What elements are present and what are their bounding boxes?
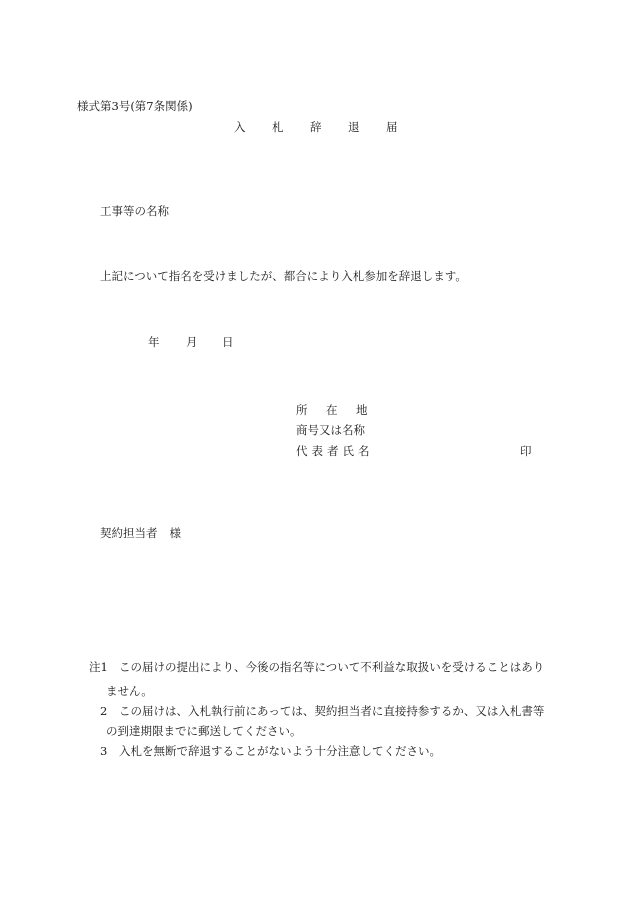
note-number: 注1	[89, 660, 108, 674]
date-year: 年	[148, 335, 160, 349]
note-text: ません。	[106, 684, 153, 698]
address-char: 所	[296, 403, 308, 417]
applicant-address-label	[296, 405, 368, 417]
title-char: 辞	[310, 120, 322, 134]
address-char: 在	[326, 403, 338, 417]
project-name-label: 工事等の名称	[100, 204, 169, 218]
title-char: 退	[348, 120, 360, 134]
title-char: 届	[386, 120, 398, 134]
date-line	[148, 337, 234, 349]
note-text: この届けの提出により、今後の指名等について不利益な取扱いを受けることはあり	[119, 660, 545, 674]
document-title	[234, 122, 398, 134]
note-text: の到達期限までに郵送してください。	[106, 724, 302, 738]
addressee-title: 契約担当者	[100, 526, 158, 540]
note-text: 入札を無断で辞退することがないよう十分注意してください。	[119, 744, 441, 758]
representative-char: 者	[327, 444, 339, 458]
representative-char: 名	[358, 444, 370, 458]
applicant-company-label: 商号又は名称	[296, 423, 365, 437]
addressee	[100, 528, 181, 540]
representative-char: 代	[296, 444, 308, 458]
addressee-honorific: 様	[169, 526, 181, 540]
date-month: 月	[186, 335, 198, 349]
title-char: 入	[234, 120, 246, 134]
seal-mark: 印	[520, 444, 532, 458]
note-text: この届けは、入札執行前にあっては、契約担当者に直接持参するか、又は入札書等	[119, 704, 545, 718]
form-number: 様式第3号(第7条関係)	[77, 99, 193, 113]
date-day: 日	[222, 335, 234, 349]
title-char: 札	[272, 120, 284, 134]
address-char: 地	[356, 403, 368, 417]
applicant-representative-label	[296, 446, 370, 458]
statement: 上記について指名を受けましたが、都合により入札参加を辞退します。	[100, 269, 467, 283]
representative-char: 表	[311, 444, 323, 458]
note-number: 2	[100, 704, 108, 718]
representative-char: 氏	[342, 444, 354, 458]
note-number: 3	[100, 744, 108, 758]
